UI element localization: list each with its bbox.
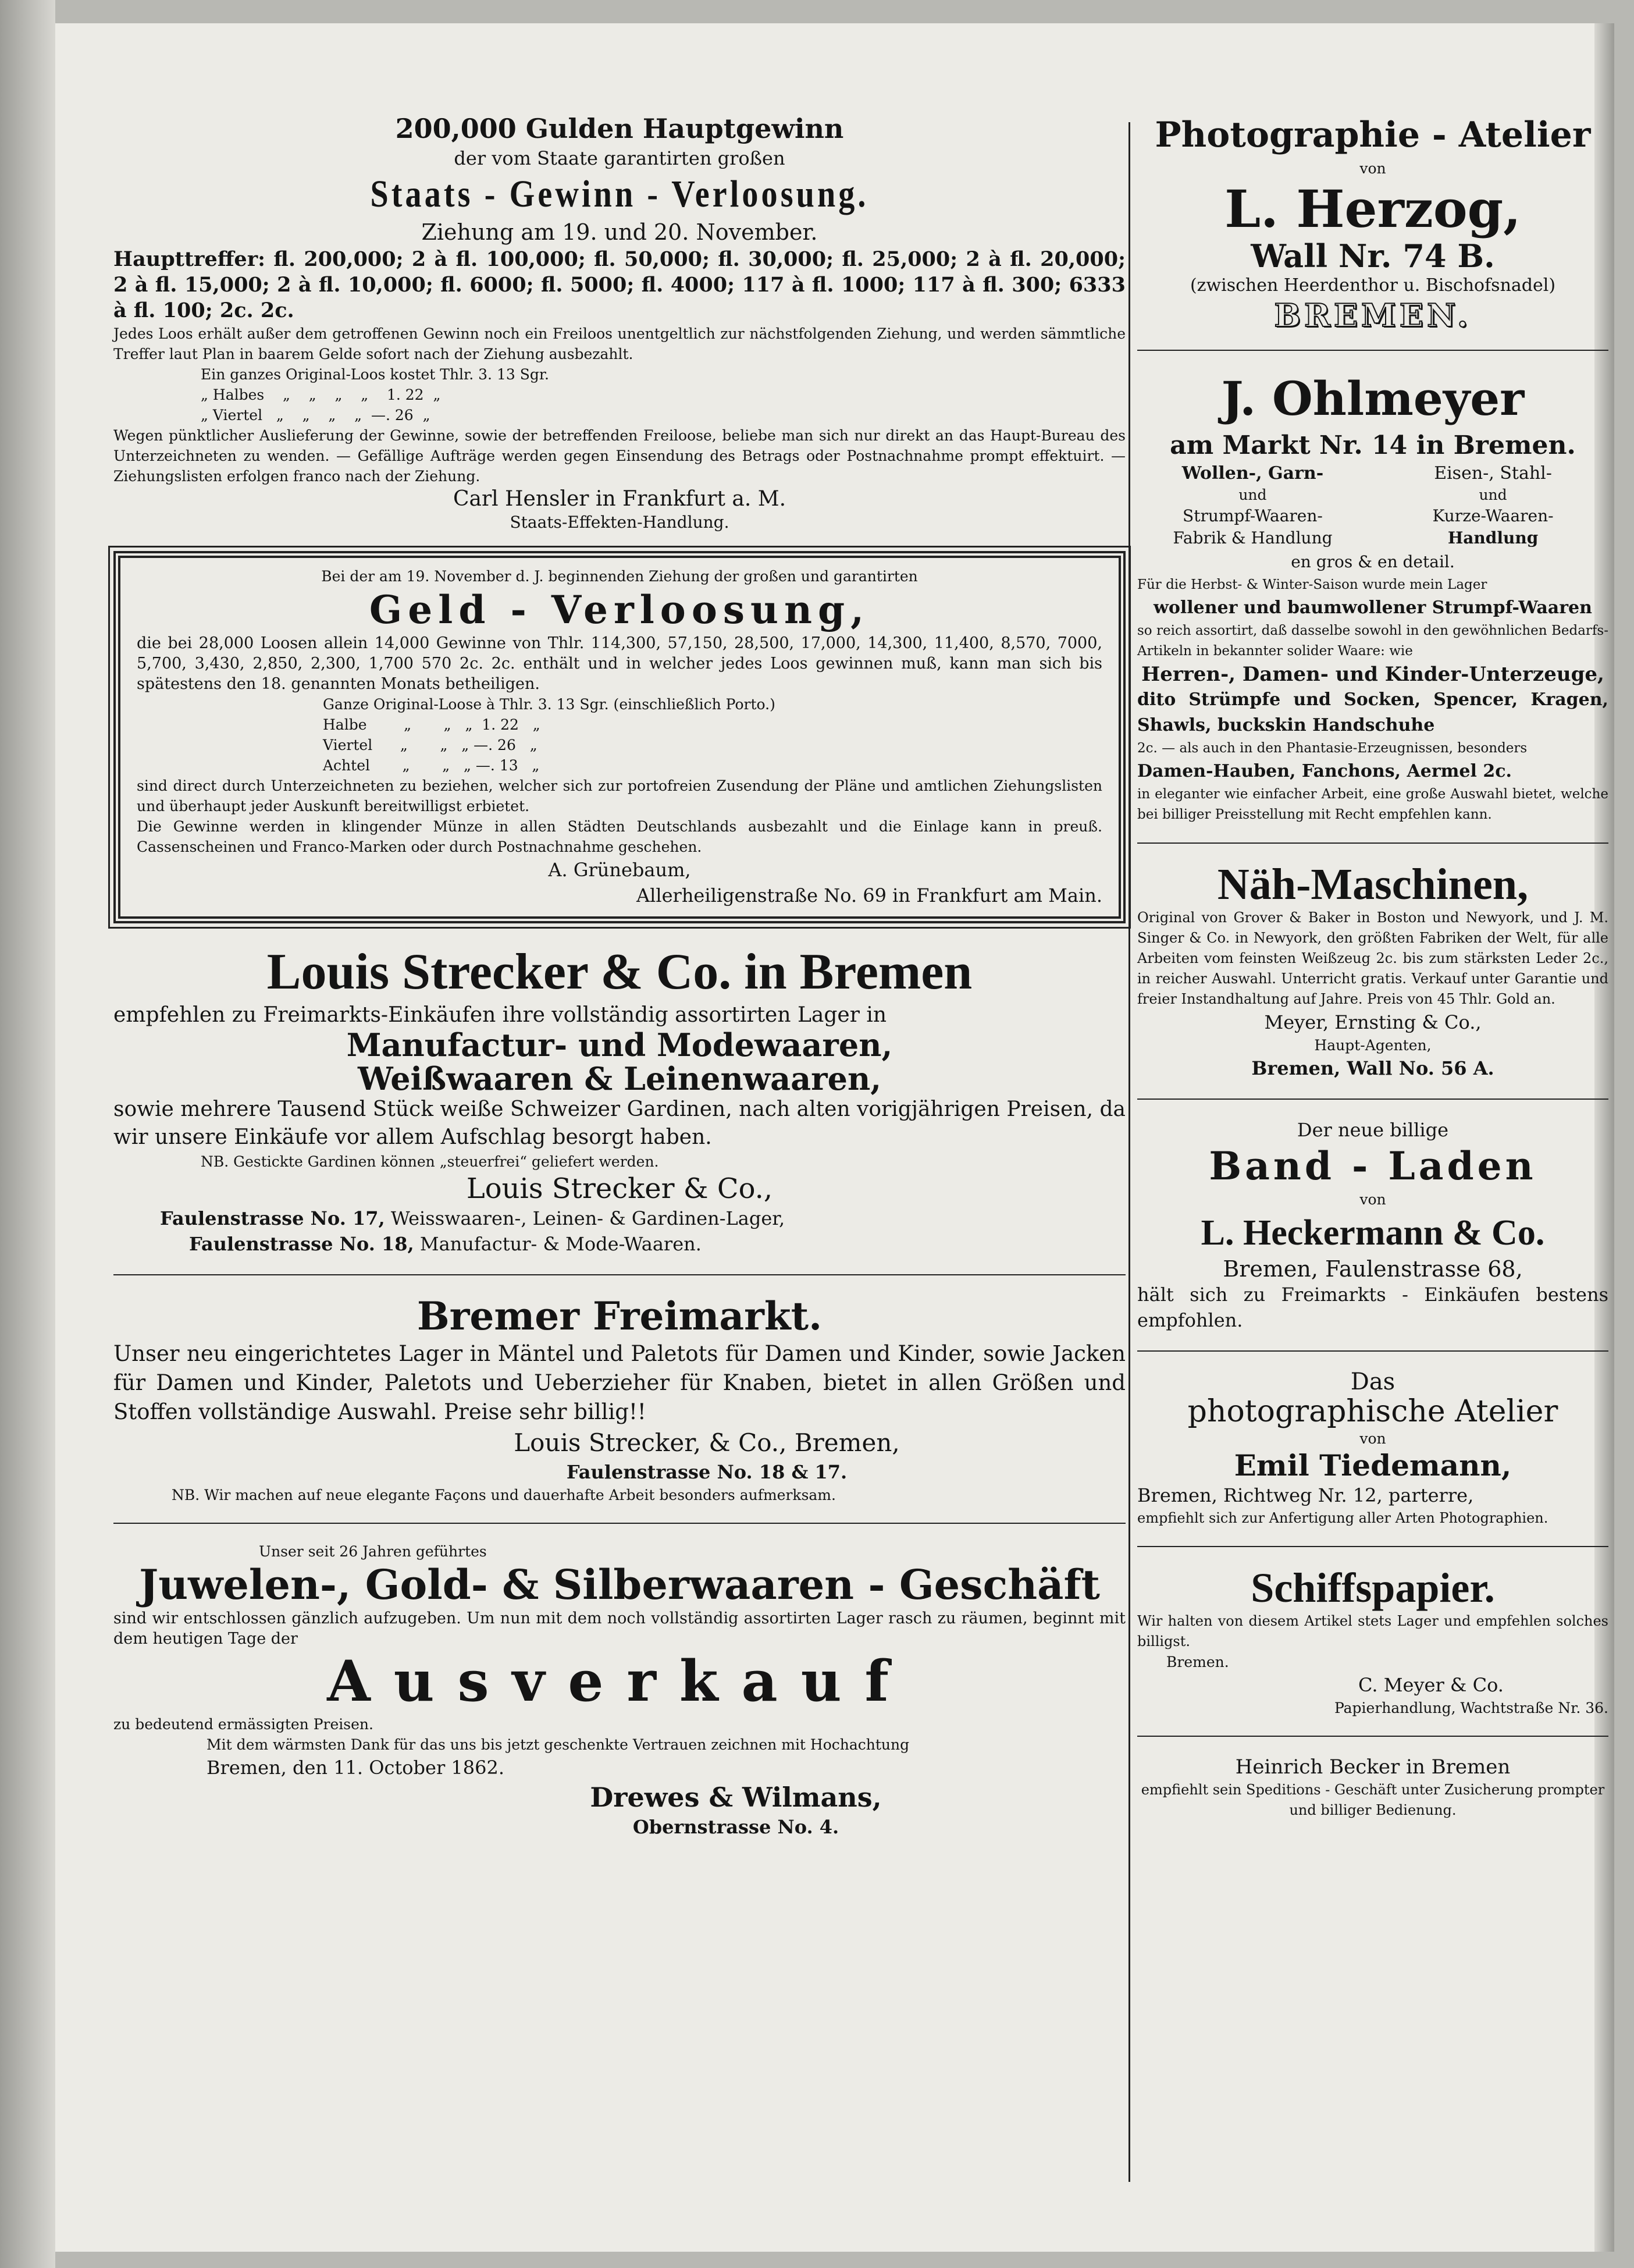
ad-headline: Ausverkauf [327,1648,912,1714]
ad-body: Wir halten von diesem Artikel stets Lager und empfehlen solches billigst. [1137,1613,1608,1650]
ad-body2: sind direct durch Unterzeichneten zu beziehen, welcher sich zur portofreien Zusendung der Pläne und amtlichen Ziehungslisten und überhaupt jeder Auskunft bereitwilligst erbietet. [137,777,1102,815]
ad-addr: Bremen, Wall No. 56 A. [1251,1057,1494,1079]
left-column [113,105,1126,1847]
ad-city: Bremen. [1166,1654,1229,1670]
ad-becker [1137,1747,1608,1828]
ad-l1a: Wollen-, Garn- [1181,463,1324,484]
ad-title: Band - Laden [1209,1143,1537,1189]
ad-date: Ziehung am 19. und 20. November. [421,219,818,245]
ad-body3: 2c. — als auch in den Phantasie-Erzeugnissen, besonders [1137,741,1528,756]
ad-title: Näh-Maschinen, [1217,860,1529,909]
ad-photographie-herzog [1137,105,1608,339]
ad-body2: so reich assortirt, daß dasselbe sowohl in den gewöhnlichen Bedarfs-Artikeln in bekannter solider Waare: wie [1137,623,1608,659]
ad-price-2: Halbe „ „ „ 1. 22 „ [323,716,540,733]
ad-signature: A. Grünebaum, [548,859,691,881]
ad-von: von [1359,160,1386,177]
ad-naeh-maschinen [1137,854,1608,1088]
ad-signature: Louis Strecker & Co., [466,1172,773,1205]
ad-headline: Geld - Verloosung, [369,587,870,632]
ad-title: 200,000 Gulden Hauptgewinn [395,113,844,144]
ad-body3: Die Gewinne werden in klingender Münze in allen Städten Deutschlands ausbezahlt und die Einlage kann in preuß. Cassenscheinen und Franco-Marken oder durch Postnachnahme geschehen. [137,818,1102,855]
ad-price-quarter: „ Viertel „ „ „ „ —. 26 „ [201,407,430,424]
separator [1137,1350,1608,1352]
ad-between: (zwischen Heerdenthor u. Bischofsnadel) [1190,275,1556,296]
ad-l2a: und [1238,486,1267,503]
ad-price-1: Ganze Original-Loose à Thlr. 3. 13 Sgr. (einschließlich Porto.) [323,696,775,713]
ad-wollen: wollener und baumwollener Strumpf-Waaren [1154,598,1592,618]
ad-name: Emil Tiedemann, [1234,1448,1512,1483]
ad-addr: Faulenstrasse No. 18 & 17. [566,1461,848,1483]
ad-title: Louis Strecker & Co. in Bremen [266,944,973,1000]
ad-line2: Manufactur- und Modewaaren, [346,1026,893,1064]
ad-geld-verloosung [113,551,1126,923]
ad-prizes: Haupttreffer: fl. 200,000; 2 à fl. 100,000; fl. 50,000; fl. 30,000; fl. 25,000; 2 à fl. 20,000; 2 à fl. 15,000; 2 à fl. 10,000; fl. 6000; fl. 5000; fl. 4000; 117 à fl. 1000; 117 à fl. 300; 6333 à fl. 100; 2c. 2c. [113,247,1126,322]
ad-addr: Obernstrasse No. 4. [632,1816,839,1838]
ad-nb: NB. Gestickte Gardinen können „steuerfrei“ geliefert werden. [201,1153,659,1170]
ad-signature: Carl Hensler in Frankfurt a. M. [453,487,786,511]
ad-addr: Papierhandlung, Wachtstraße Nr. 36. [1334,1700,1608,1716]
ad-juwelen [113,1534,1126,1847]
separator [1137,1736,1608,1737]
ad-l5: en gros & en detail. [1291,552,1455,571]
ad-headline: Staats - Gewinn - Verloosung. [370,173,869,215]
ad-body: sind wir entschlossen gänzlich aufzugeben. Um nun mit dem noch vollständig assortirten Lager rasch zu räumen, beginnt mit dem heutigen Tage der [113,1609,1126,1648]
ad-intro: Der neue billige [1297,1119,1449,1141]
separator [113,1274,1126,1275]
ad-price-3: Viertel „ „ „ —. 26 „ [323,737,537,753]
ad-l4b: Handlung [1447,528,1539,548]
separator [113,1523,1126,1524]
ad-name: L. Heckermann & Co. [1201,1213,1545,1253]
ad-l3a: Strumpf-Waaren- [1183,506,1323,525]
ad-tiedemann [1137,1362,1608,1535]
ad-intro: Unser seit 26 Jahren geführtes [259,1543,487,1560]
ad-signature: Meyer, Ernsting & Co., [1264,1011,1482,1033]
separator [1137,842,1608,844]
separator [1137,350,1608,351]
ad-body: empfiehlt sein Speditions - Geschäft unter Zusicherung prompter und billiger Bedienung. [1141,1782,1605,1818]
ad-terms: Wegen pünktlicher Auslieferung der Gewinne, sowie der betreffenden Freiloose, beliebe man sich nur direkt an das Haupt-Bureau des Unterzeichneten zu wenden. — Gefällige Aufträge werden gegen Einsendung des Betrags oder Postnachnahme prompt effektuirt. — Ziehungslisten erfolgen franco nach der Ziehung. [113,427,1126,485]
ad-staats-verloosung [113,105,1126,539]
ad-addr: Bremen, Richtweg Nr. 12, parterre, [1137,1484,1474,1506]
ad-addr2-street: Faulenstrasse No. 18, [189,1233,414,1255]
ad-band-laden [1137,1110,1608,1340]
column-divider [1129,122,1130,2182]
ad-damen: Damen-Hauben, Fanchons, Aermel 2c. [1137,761,1512,781]
ad-name: J. Ohlmeyer [1221,371,1525,426]
ad-body2: zu bedeutend ermässigten Preisen. [113,1716,373,1733]
ad-body: Für die Herbst- & Winter-Saison wurde mein Lager [1137,577,1487,592]
ad-addr2-desc: Manufactur- & Mode-Waaren. [419,1233,702,1255]
ad-name: Heinrich Becker in Bremen [1235,1755,1511,1779]
ad-price-whole: Ein ganzes Original-Loos kostet Thlr. 3. 13 Sgr. [201,366,549,383]
ad-schiffspapier [1137,1558,1608,1725]
ad-addr: Wall Nr. 74 B. [1251,237,1495,275]
ad-title: Bremer Freimarkt. [416,1293,823,1339]
ad-subtitle: der vom Staate garantirten großen [454,147,785,169]
ad-line4: sowie mehrere Tausend Stück weiße Schweizer Gardinen, nach alten vorigjährigen Preisen, da wir unsere Einkäufe vor allem Aufschlag besorgt haben. [113,1097,1126,1149]
ad-addr1-street: Faulenstrasse No. 17, [160,1207,385,1229]
ad-date: Bremen, den 11. October 1862. [207,1757,505,1779]
ad-nb: NB. Wir machen auf neue elegante Façons und dauerhafte Arbeit besonders aufmerksam. [172,1487,836,1503]
ad-von: von [1359,1191,1386,1208]
ad-city: BREMEN. [1274,297,1472,334]
ad-body: Original von Grover & Baker in Boston und Newyork, und J. M. Singer & Co. in Newyork, den größten Fabriken der Welt, für alle Arbeiten vom feinsten Weißzeug 2c. bis zum stärksten Leder 2c., in reicher Auswahl. Unterricht gratis. Verkauf unter Garantie und freier Instandhaltung auf Jahre. Preis von 45 Thlr. Gold an. [1137,909,1608,1007]
right-column [1137,105,1608,1828]
ad-l3b: Kurze-Waaren- [1432,506,1554,525]
ad-intro: Bei der am 19. November d. J. beginnenden Ziehung der großen und garantirten [321,568,918,585]
ad-addr1-desc: Weisswaaren-, Leinen- & Gardinen-Lager, [390,1207,785,1229]
ad-title: photographische Atelier [1187,1394,1558,1429]
ad-title: Photographie - Atelier [1155,115,1591,155]
ad-von: von [1359,1430,1386,1447]
separator [1137,1546,1608,1547]
ad-l1b: Eisen-, Stahl- [1434,463,1552,484]
ad-bremer-freimarkt [113,1286,1126,1512]
ad-info: Jedes Loos erhält außer dem getroffenen Gewinn noch ein Freiloos unentgeltlich zur nächstfolgenden Ziehung, und werden sämmtliche Treffer laut Plan in baarem Gelde sofort nach der Ziehung ausbezahlt. [113,325,1126,362]
ad-body4: in eleganter wie einfacher Arbeit, eine große Auswahl bietet, welche bei billiger Preisstellung mit Recht empfehlen kann. [1137,787,1608,822]
ad-l4a: Fabrik & Handlung [1173,528,1333,548]
ad-price-half: „ Halbes „ „ „ „ 1. 22 „ [201,386,441,403]
ad-body: Unser neu eingerichtetes Lager in Mäntel und Paletots für Damen und Kinder, sowie Jacken für Damen und Kinder, Paletots und Ueberzieher für Knaben, bietet in allen Größen und Stoffen vollständige Auswahl. Preise sehr billig!! [113,1341,1126,1424]
ad-addr: am Markt Nr. 14 in Bremen. [1170,431,1576,460]
ad-price-4: Achtel „ „ „ —. 13 „ [323,757,540,774]
ad-line3: Weißwaaren & Leinenwaaren, [357,1060,882,1097]
ad-signature-sub: Staats-Effekten-Handlung. [510,513,729,532]
ad-das: Das [1350,1368,1396,1395]
ad-body: die bei 28,000 Loosen allein 14,000 Gewinne von Thlr. 114,300, 57,150, 28,500, 17,000, 14,300, 11,400, 8,570, 7000, 5,700, 3,430, 2,850, 2,300, 1,700 570 2c. 2c. enthält und in welcher jedes Loos gewinnen muß, kann man sich bis spätestens den 18. genannten Monats betheiligen. [137,634,1102,693]
ad-signature-sub: Haupt-Agenten, [1314,1037,1432,1054]
ad-line1: empfehlen zu Freimarkts-Einkäufen ihre vollständig assortirten Lager in [113,1003,887,1027]
ad-name: L. Herzog, [1224,179,1521,239]
ad-ohlmeyer [1137,361,1608,832]
ad-addr: Bremen, Faulenstrasse 68, [1223,1256,1523,1282]
ad-l2b: und [1479,486,1507,503]
ad-herren: Herren-, Damen- und Kinder-Unterzeuge, [1141,663,1604,686]
ad-signature: Louis Strecker, & Co., Bremen, [514,1428,900,1457]
ad-louis-strecker [113,935,1126,1264]
ad-body3: Mit dem wärmsten Dank für das uns bis jetzt geschenkte Vertrauen zeichnen mit Hochachtung [207,1736,910,1753]
ad-signature: C. Meyer & Co. [1358,1674,1504,1696]
ad-dito: dito Strümpfe und Socken, Spencer, Kragen, Shawls, buckskin Handschuhe [1137,689,1608,735]
ad-signature: Drewes & Wilmans, [590,1782,882,1813]
ad-body: hält sich zu Freimarkts - Einkäufen bestens empfohlen. [1137,1284,1608,1331]
separator [1137,1099,1608,1100]
ad-signature-addr: Allerheiligenstraße No. 69 in Frankfurt am Main. [636,884,1102,907]
book-spine [0,0,55,2268]
ad-title: Juwelen-, Gold- & Silberwaaren - Geschäft [139,1560,1100,1609]
ad-title: Schiffspapier. [1251,1565,1495,1611]
ad-body: empfiehlt sich zur Anfertigung aller Arten Photographien. [1137,1510,1548,1526]
